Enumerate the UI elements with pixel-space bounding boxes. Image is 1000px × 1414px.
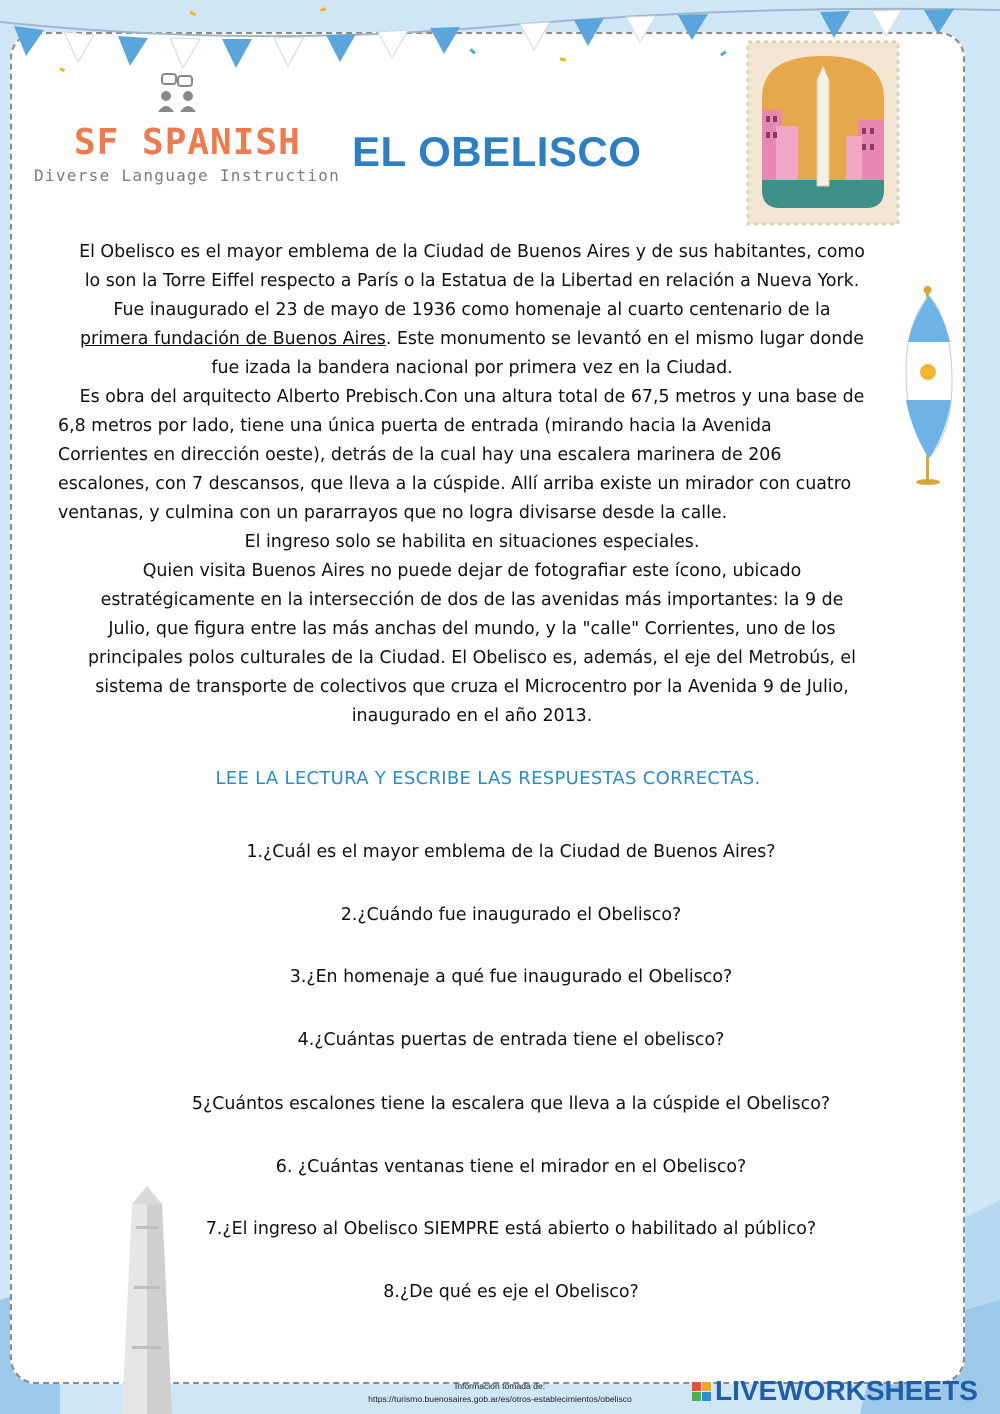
reading-line: inaugurado en el año 2013. — [351, 706, 593, 726]
source-url[interactable]: https://turismo.buenosaires.gob.ar/es/otros-establecimientos/obelisco — [368, 1394, 632, 1404]
reading-line: sistema de transporte de colectivos que cruza el Microcentro por la Avenida 9 de Julio, — [95, 677, 849, 697]
reading-line: lo son la Torre Eiffel respecto a París o la Estatua de la Libertad en relación a Nueva York. — [84, 271, 860, 291]
brand-logo — [30, 70, 341, 190]
liveworksheets-logo[interactable] — [692, 1374, 978, 1408]
reading-passage — [58, 238, 886, 731]
question-2: 2.¿Cuándo fue inaugurado el Obelisco? — [340, 905, 682, 925]
obelisk-icon — [112, 1186, 182, 1414]
question-7: 7.¿El ingreso al Obelisco SIEMPRE está abierto o habilitado al público? — [205, 1219, 817, 1239]
source-credit — [330, 1380, 670, 1406]
liveworksheets-wordmark: LIVEWORKSHEETS — [715, 1375, 978, 1406]
reading-line: Julio, que figura entre las más anchas del mundo, y la "calle" Corrientes, uno de los — [108, 619, 836, 639]
reading-line-with-link — [58, 325, 886, 354]
obelisk-stamp-icon — [746, 40, 900, 226]
question-3: 3.¿En homenaje a qué fue inaugurado el Obelisco? — [289, 967, 733, 987]
reading-line: escalones, con 7 descansos, que lleva a la cúspide. Allí arriba existe un mirador con cuatro — [58, 474, 852, 494]
reading-line: ventanas, y culmina con un pararrayos que no logra divisarse desde la calle. — [58, 503, 728, 523]
instruction-heading: LEE LA LECTURA Y ESCRIBE LAS RESPUESTAS CORRECTAS. — [215, 768, 761, 789]
chat-bubbles-people-icon — [148, 72, 208, 116]
question-1: 1.¿Cuál es el mayor emblema de la Ciudad de Buenos Aires? — [246, 842, 776, 862]
reading-line: Fue inaugurado el 23 de mayo de 1936 como homenaje al cuarto centenario de la — [113, 300, 831, 320]
reading-line: Corrientes en dirección oeste), detrás de la cual hay una escalera marinera de 206 — [58, 445, 782, 465]
question-5: 5¿Cuántos escalones tiene la escalera que lleva a la cúspide el Obelisco? — [191, 1094, 831, 1114]
source-label: Información tomada de: — [454, 1381, 546, 1391]
reading-line: estratégicamente en la intersección de dos de las avenidas más importantes: la 9 de — [100, 590, 844, 610]
reading-line: Es obra del arquitecto Alberto Prebisch.Con una altura total de 67,5 metros y una base de — [79, 387, 865, 407]
page-title: EL OBELISCO — [352, 128, 642, 175]
reading-line: 6,8 metros por lado, tiene una única puerta de entrada (mirando hacia la Avenida — [58, 416, 772, 436]
reading-line: fue izada la bandera nacional por primera vez en la Ciudad. — [211, 358, 733, 378]
brand-name: SF SPANISH — [74, 122, 301, 163]
reading-line-rest: . Este monumento se levantó en el mismo lugar donde — [385, 329, 864, 349]
reading-line: El Obelisco es el mayor emblema de la Ciudad de Buenos Aires y de sus habitantes, como — [79, 242, 865, 262]
question-8: 8.¿De qué es eje el Obelisco? — [383, 1282, 639, 1302]
question-4: 4.¿Cuántas puertas de entrada tiene el obelisco? — [297, 1030, 725, 1050]
argentina-flag-icon — [898, 282, 958, 492]
question-6: 6. ¿Cuántas ventanas tiene el mirador en el Obelisco? — [275, 1157, 747, 1177]
reading-line: principales polos culturales de la Ciudad. El Obelisco es, además, el eje del Metrobús, el — [88, 648, 856, 668]
liveworksheets-logo-icon — [692, 1382, 711, 1401]
reading-line: Quien visita Buenos Aires no puede dejar de fotografiar este ícono, ubicado — [142, 561, 802, 581]
reading-line: El ingreso solo se habilita en situaciones especiales. — [244, 532, 700, 552]
brand-tagline: Diverse Language Instruction — [34, 166, 341, 185]
reading-link[interactable]: primera fundación de Buenos Aires — [80, 329, 386, 349]
